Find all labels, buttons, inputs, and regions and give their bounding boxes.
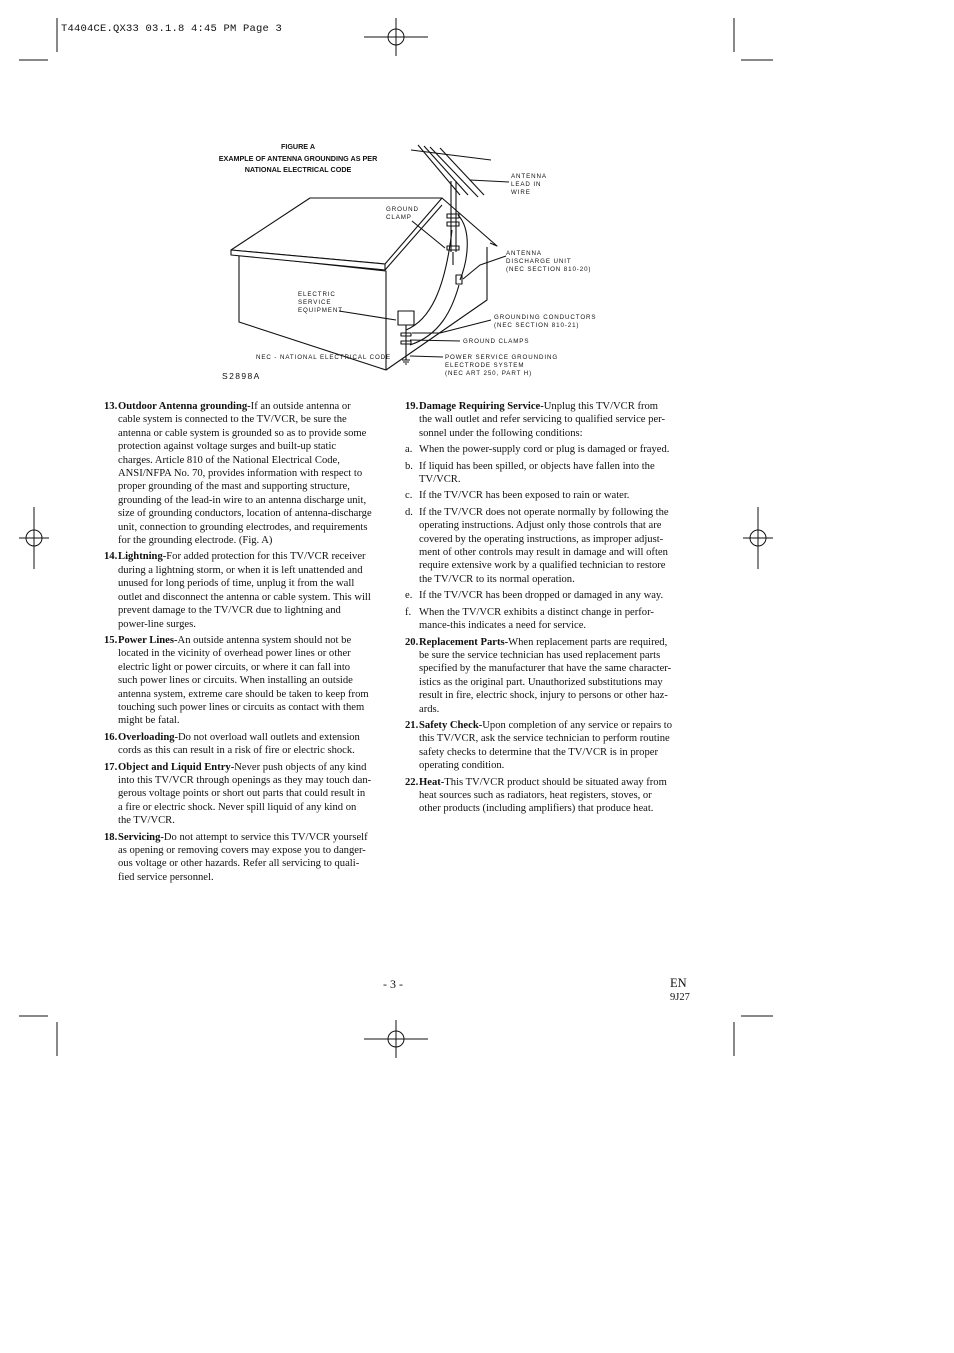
left-column: [104, 400, 394, 887]
sub-item-line: ment of other controls may result in damage and will often: [419, 547, 668, 559]
list-item: [405, 636, 695, 716]
item-number: 14.: [104, 551, 118, 563]
item-title: Replacement Parts-: [419, 636, 509, 648]
item-line: [118, 731, 394, 744]
list-item: [405, 400, 695, 440]
item-text: located in the vicinity of overhead power lines or other: [118, 648, 351, 660]
figure-title: FIGURE A: [280, 142, 316, 151]
sub-item-line: the TV/VCR to its normal operation.: [419, 573, 575, 585]
sub-item-letter: e.: [405, 590, 413, 602]
item-text: safety checks to determine that the TV/VCR is in proper: [419, 746, 658, 758]
item-text: ANSI/NFPA No. 70, provides information with respect to: [118, 468, 363, 480]
sub-item-line: If the TV/VCR has been dropped or damaged in any way.: [419, 590, 664, 602]
item-line: [419, 789, 695, 802]
item-line: [118, 550, 394, 563]
item-line: [118, 440, 394, 453]
item-line: [419, 400, 695, 413]
item-number: 17.: [104, 761, 118, 773]
item-line: [419, 636, 695, 649]
list-item: [405, 776, 695, 816]
item-text: into this TV/VCR through openings as they may touch dan-: [118, 774, 372, 786]
item-text: other products (including amplifiers) that produce heat.: [419, 803, 654, 815]
item-text: This TV/VCR product should be situated away from: [444, 776, 667, 788]
item-number: 18.: [104, 831, 118, 843]
item-line: [419, 802, 695, 815]
item-title: Power Lines-: [118, 634, 178, 646]
item-line: [118, 564, 394, 577]
item-text: heat sources such as radiators, heat registers, stoves, or: [419, 789, 652, 801]
item-text: istics as the original part. Unauthorized substitutions may: [419, 676, 663, 688]
item-title: Heat-: [419, 776, 445, 788]
sub-item-line: covered by the operating instructions, as improper adjust-: [419, 533, 664, 545]
sub-item: [405, 489, 695, 502]
item-line: [118, 774, 394, 787]
label-line: DISCHARGE UNIT: [506, 258, 572, 265]
item-text: Upon completion of any service or repairs to: [482, 719, 673, 731]
label-line: WIRE: [511, 189, 531, 196]
label-ground-clamps: [463, 338, 529, 346]
label-line: LEAD IN: [511, 181, 542, 188]
item-line: [118, 801, 394, 814]
list-item: [104, 831, 394, 885]
sub-item-line: If the TV/VCR does not operate normally by following the: [419, 506, 669, 518]
sub-item: [405, 460, 695, 487]
item-number: 13.: [104, 401, 118, 412]
label-line: (NEC SECTION 810-21): [494, 322, 580, 329]
figure-subtitle-line: NATIONAL ELECTRICAL CODE: [244, 165, 352, 174]
item-text: antenna system, extreme care should be taken to keep from: [118, 688, 369, 700]
label-line: ELECTRIC: [298, 291, 336, 298]
item-text: gerous voltage points or short out parts that could result in: [118, 788, 366, 800]
figure-code: S2898A: [222, 371, 261, 381]
item-text: antenna or cable system is grounded so as to provide some: [118, 427, 367, 439]
item-number: 16.: [104, 731, 118, 743]
item-line: [118, 714, 394, 727]
item-line: [419, 759, 695, 772]
item-line: [118, 761, 394, 774]
sub-item: [405, 606, 695, 633]
item-line: [118, 871, 394, 884]
item-title: Servicing-: [118, 831, 164, 843]
label-line: ANTENNA: [511, 173, 547, 180]
item-text: Never push objects of any kind: [234, 761, 367, 773]
document-code: 9J27: [670, 992, 690, 1003]
item-line: [419, 703, 695, 716]
item-line: [419, 649, 695, 662]
item-text: ous voltage or other hazards. Refer all servicing to quali-: [118, 858, 360, 870]
sub-item-line: TV/VCR.: [419, 474, 461, 486]
sub-item: [405, 589, 695, 602]
item-line: [118, 591, 394, 604]
item-line: [419, 776, 695, 789]
list-item: [104, 761, 394, 828]
item-text: ards.: [419, 703, 440, 715]
sub-item-line: If the TV/VCR has been exposed to rain or water.: [419, 490, 630, 502]
label-line: ELECTRODE SYSTEM: [445, 362, 525, 369]
item-line: [118, 674, 394, 687]
item-line: [118, 844, 394, 857]
label-line: EQUIPMENT: [298, 307, 343, 314]
item-line: [118, 814, 394, 827]
item-text: If an outside antenna or: [250, 401, 351, 412]
list-item: [104, 400, 394, 547]
label-nec: [256, 354, 391, 362]
item-number: 19.: [405, 401, 419, 412]
sub-item-line: When the TV/VCR exhibits a distinct change in perfor-: [419, 606, 654, 618]
item-text: charges. Article 810 of the National Electrical Code,: [118, 454, 340, 466]
sub-item-letter: c.: [405, 490, 413, 502]
item-line: [118, 688, 394, 701]
page-number: - 3 -: [383, 977, 403, 991]
item-line: [118, 604, 394, 617]
item-line: [419, 746, 695, 759]
sub-item-letter: f.: [405, 606, 412, 618]
item-text: proper grounding of the mast and supporting structure,: [118, 481, 350, 493]
list-item: [104, 550, 394, 630]
label-line: GROUNDING CONDUCTORS: [494, 314, 597, 321]
sub-item-line: When the power-supply cord or plug is damaged or frayed.: [419, 444, 670, 456]
item-line: [419, 662, 695, 675]
sub-item-line: If liquid has been spilled, or objects have fallen into the: [419, 460, 655, 472]
item-text: sonnel under the following conditions:: [419, 427, 583, 439]
item-text: fied service personnel.: [118, 871, 214, 883]
sub-item-line: mance-this indicates a need for service.: [419, 620, 587, 632]
item-number: 21.: [405, 719, 419, 731]
item-text: a fire or electric shock. Never spill liquid of any kind on: [118, 801, 357, 813]
label-power-service-grounding: [445, 354, 558, 378]
language-code: EN: [670, 976, 687, 990]
item-line: [118, 521, 394, 534]
item-line: [419, 719, 695, 732]
sub-item-letter: a.: [405, 444, 413, 456]
list-item: [104, 634, 394, 728]
sub-item: [405, 506, 695, 586]
label-antenna-discharge-unit: [506, 250, 591, 274]
item-text: Do not overload wall outlets and extension: [178, 731, 360, 743]
item-line: [118, 787, 394, 800]
item-text: unused for long periods of time, unplug it from the wall: [118, 578, 355, 590]
item-line: [118, 701, 394, 714]
sub-item-letter: d.: [405, 506, 413, 518]
item-text: Do not attempt to service this TV/VCR yourself: [163, 831, 368, 843]
item-text: during a lightning storm, or when it is left unattended and: [118, 564, 363, 576]
label-line: GROUND: [386, 206, 419, 213]
item-text: grounding of the lead-in wire to an antenna discharge unit,: [118, 494, 367, 506]
item-line: [118, 857, 394, 870]
item-text: Unplug this TV/VCR from: [543, 401, 659, 412]
sub-item: [405, 443, 695, 456]
item-line: [419, 427, 695, 440]
item-text: be sure the service technician has used replacement parts: [419, 649, 661, 661]
item-number: 15.: [104, 634, 118, 646]
label-grounding-conductors: [494, 314, 596, 330]
sub-item-line: require extensive work by a qualified technician to restore: [419, 560, 666, 572]
item-title: Lightning-: [118, 551, 167, 563]
item-line: [419, 689, 695, 702]
item-line: [118, 400, 394, 413]
item-title: Safety Check-: [419, 719, 483, 731]
item-line: [419, 413, 695, 426]
item-text: prevent damage to the TV/VCR due to lightning and: [118, 605, 341, 617]
item-line: [118, 831, 394, 844]
item-title: Object and Liquid Entry-: [118, 761, 235, 773]
label-line: ANTENNA: [506, 250, 542, 257]
item-line: [118, 467, 394, 480]
label-electric-service-equipment: [298, 291, 343, 315]
item-title: Outdoor Antenna grounding-: [118, 401, 251, 412]
item-text: outlet and disconnect the antenna or cable system. This will: [118, 591, 371, 603]
item-text: protection against voltage surges and built-up static: [118, 441, 337, 453]
sub-item-letter: b.: [405, 460, 413, 472]
item-line: [419, 676, 695, 689]
label-ground-clamp: [386, 206, 419, 222]
right-column: [405, 400, 695, 819]
item-text: cable system is connected to the TV/VCR, be sure the: [118, 414, 347, 426]
item-line: [118, 634, 394, 647]
item-text: result in fire, electric shock, injury to persons or other haz-: [419, 690, 668, 702]
label-line: POWER SERVICE GROUNDING: [445, 354, 559, 361]
item-text: When replacement parts are required,: [508, 636, 668, 648]
item-text: the TV/VCR.: [118, 815, 175, 827]
label-line: (NEC ART 250, PART H): [445, 370, 533, 377]
item-text: this TV/VCR, ask the service technician to perform routine: [419, 733, 670, 745]
item-text: specified by the manufacturer that have the same character-: [419, 663, 672, 675]
item-text: as opening or removing covers may expose you to danger-: [118, 845, 366, 856]
label-line: CLAMP: [386, 214, 412, 221]
item-text: For added protection for this TV/VCR receiver: [166, 551, 366, 563]
item-number: 22.: [405, 776, 419, 788]
sub-item-line: operating instructions. Adjust only those controls that are: [419, 520, 662, 532]
item-line: [118, 618, 394, 631]
figure-subtitle-line: EXAMPLE OF ANTENNA GROUNDING AS PER: [218, 153, 378, 163]
item-text: touching such power lines or circuits as contact with them: [118, 701, 365, 713]
label-antenna-lead-in-wire: [511, 173, 547, 197]
item-text: such power lines or circuits. When installing an outside: [118, 675, 353, 687]
item-line: [118, 454, 394, 467]
item-text: An outside antenna system should not be: [177, 634, 352, 646]
item-line: [118, 480, 394, 493]
item-line: [118, 427, 394, 440]
item-text: electric light or power circuits, or where it can fall into: [118, 661, 351, 673]
item-line: [419, 732, 695, 745]
label-line: SERVICE: [298, 299, 332, 306]
item-title: Damage Requiring Service-: [419, 401, 544, 412]
item-line: [118, 534, 394, 547]
item-title: Overloading-: [118, 731, 179, 743]
list-item: [405, 719, 695, 773]
item-text: might be fatal.: [118, 715, 180, 727]
item-line: [118, 507, 394, 520]
label-line: (NEC SECTION 810-20): [506, 266, 592, 273]
item-number: 20.: [405, 636, 419, 648]
item-line: [118, 647, 394, 660]
item-line: [118, 577, 394, 590]
item-text: the wall outlet and refer servicing to qualified service per-: [419, 414, 665, 426]
item-line: [118, 494, 394, 507]
item-text: cords as this can result in a risk of fire or electric shock.: [118, 745, 355, 757]
item-line: [118, 413, 394, 426]
list-item: [104, 731, 394, 758]
item-text: unit, connection to grounding electrodes, and requirements: [118, 521, 368, 533]
item-line: [118, 744, 394, 757]
item-text: power-line surges.: [118, 618, 196, 630]
label-line: GROUND CLAMPS: [463, 338, 530, 345]
item-text: for the grounding electrode. (Fig. A): [118, 535, 273, 547]
item-text: size of grounding conductors, location of antenna-discharge: [118, 508, 372, 520]
item-line: [118, 661, 394, 674]
label-line: NEC - NATIONAL ELECTRICAL CODE: [256, 354, 392, 361]
job-slug: T4404CE.QX33 03.1.8 4:45 PM Page 3: [61, 23, 283, 35]
item-text: operating condition.: [419, 760, 505, 772]
